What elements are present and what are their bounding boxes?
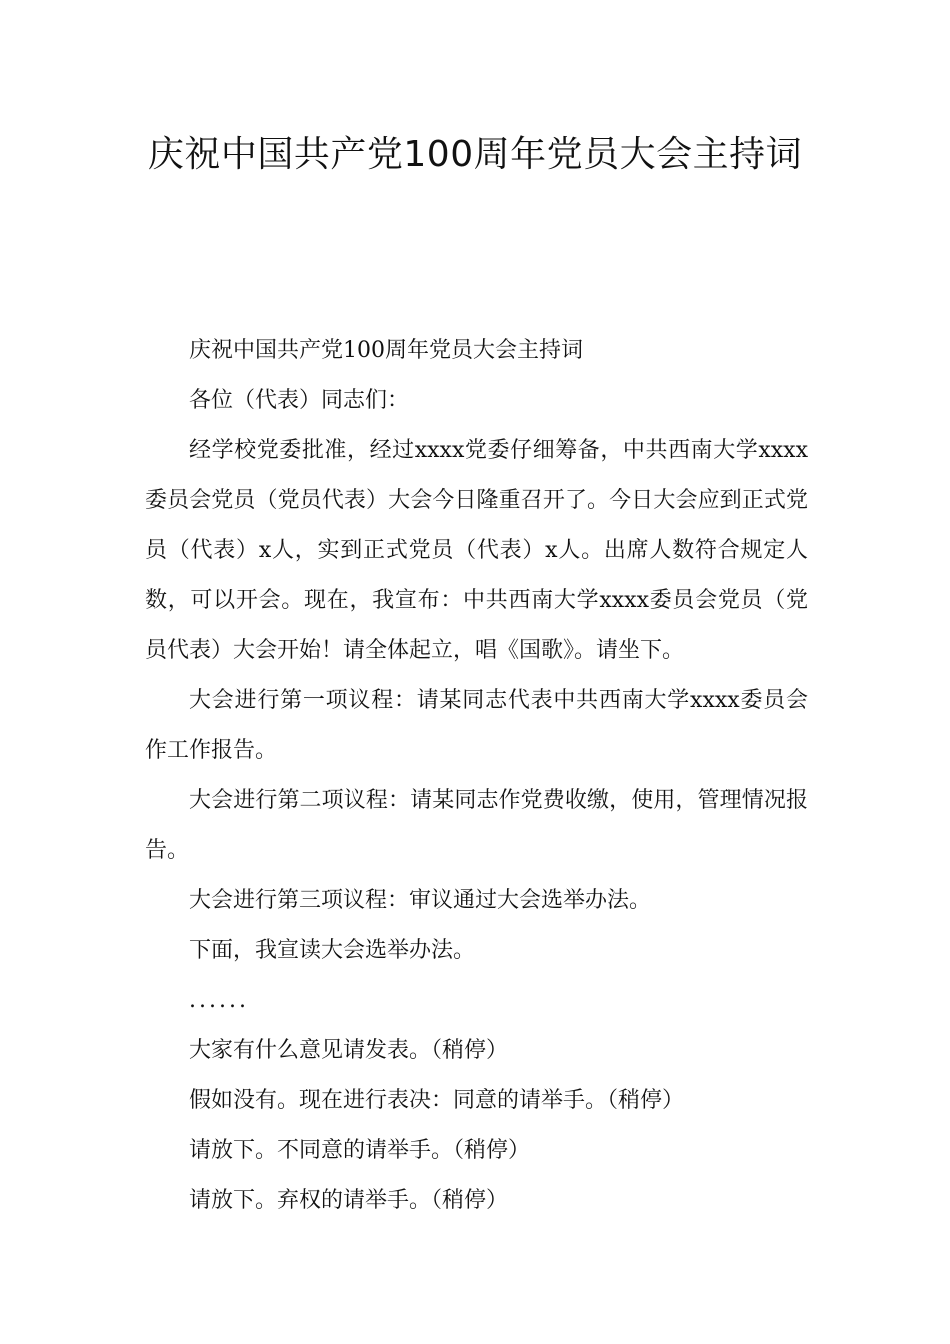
paragraph-opening: 经学校党委批准，经过xxxx党委仔细筹备，中共西南大学xxxx委员会党员（党员代表）大会今日隆重召开了。今日大会应到正式党员（代表）x人，实到正式党员（代表）x人。出席人数符合规定人数，可以开会。现在，我宣布：中共西南大学xxxx委员会党员（党员代表）大会开始！请全体起立，唱《国歌》。请坐下。 (145, 438, 808, 663)
paragraph-agenda-3: 大会进行第三项议程：审议通过大会选举办法。 (189, 888, 652, 913)
paragraph-opinions: 大家有什么意见请发表。（稍停） (189, 1038, 509, 1063)
paragraph-agenda-2: 大会进行第二项议程：请某同志作党费收缴，使用，管理情况报告。 (145, 788, 808, 863)
paragraph-ellipsis: ...... (189, 988, 249, 1013)
paragraph-vote-disagree: 请放下。不同意的请举手。（稍停） (189, 1138, 531, 1163)
paragraph-agenda-1: 大会进行第一项议程：请某同志代表中共西南大学xxxx委员会作工作报告。 (145, 688, 808, 763)
paragraph-salutation: 各位（代表）同志们： (189, 388, 410, 413)
document-body (145, 326, 808, 1226)
paragraph-read-rules: 下面，我宣读大会选举办法。 (189, 938, 476, 963)
paragraph-heading: 庆祝中国共产党100周年党员大会主持词 (189, 338, 583, 363)
paragraph-vote-agree: 假如没有。现在进行表决：同意的请举手。（稍停） (189, 1088, 685, 1113)
paragraph-vote-abstain: 请放下。弃权的请举手。（稍停） (189, 1188, 509, 1213)
document-title: 庆祝中国共产党100周年党员大会主持词 (147, 134, 803, 175)
